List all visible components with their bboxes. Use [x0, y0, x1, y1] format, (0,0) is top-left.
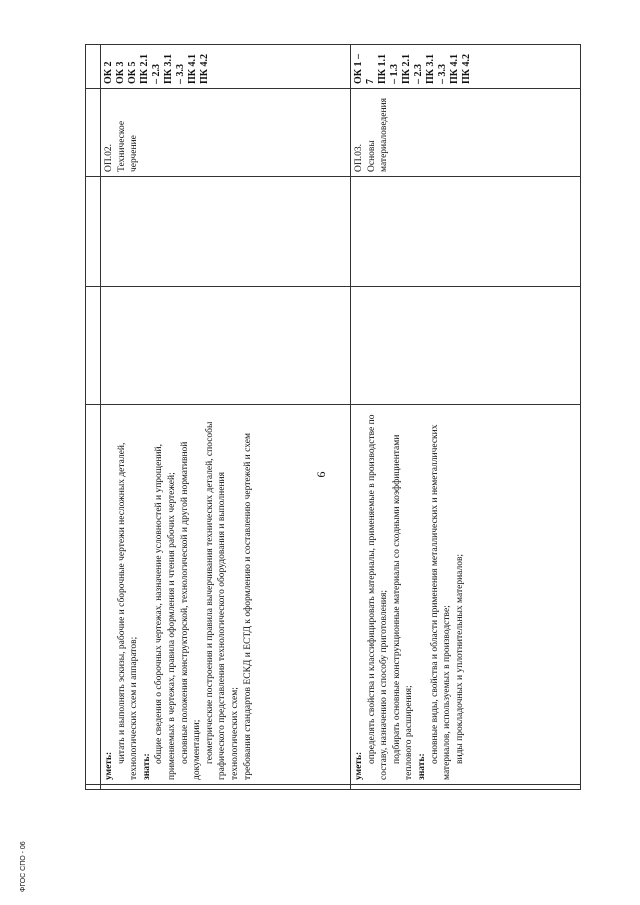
discipline-code: ОП.02.	[104, 144, 114, 172]
skill-item: определять свойства и классифицировать материалы, применяемые в производстве по составу, назначению и способу приготовления;	[366, 414, 390, 780]
competencies-cell	[351, 45, 581, 89]
competency: ПК 1.1 – 1.3	[377, 53, 400, 84]
skill-item: подбирать основные конструкционные материалы со сходными коэффициентами теплового расширения;	[391, 434, 415, 780]
knowledge-heading: знать:	[416, 753, 427, 780]
knowledge-heading: знать:	[141, 753, 152, 780]
competency: ПК 4.2	[461, 53, 472, 84]
table-row-top-edge	[86, 45, 101, 790]
table-row	[351, 45, 581, 790]
competency: ПК 2.1 – 2.3	[139, 53, 162, 84]
empty-cell	[351, 177, 581, 287]
competency: ОК 3	[115, 61, 126, 84]
empty-cell	[351, 287, 581, 405]
knowledge-item: требования стандартов ЕСКД и ЕСТД к оформлению и составлению чертежей и схем	[242, 433, 253, 780]
skills-heading: уметь:	[354, 751, 364, 780]
discipline-name: Основы материаловедения	[366, 97, 390, 172]
competency: ПК 4.2	[199, 53, 210, 84]
knowledge-item: виды прокладочных и уплотнительных материалов;	[454, 553, 465, 764]
skills-knowledge-cell	[351, 405, 581, 785]
discipline-cell	[101, 89, 351, 177]
competency: ОК 1 – 7	[353, 53, 376, 84]
page-number: 9	[314, 471, 329, 478]
discipline-code: ОП.03.	[354, 144, 364, 172]
knowledge-item: общие сведения о сборочных чертежах, назначение условностей и упрощений, применяемых в чертежах, правила оформления и чтения рабочих чертежей;	[154, 444, 177, 780]
table-row	[101, 45, 351, 790]
knowledge-item: основные положения конструкторской, технологической и другой нормативной документации;	[179, 441, 203, 780]
competencies-cell	[101, 45, 351, 89]
competency: ПК 4.1	[187, 53, 198, 84]
competency: ПК 3.1 – 3.3	[163, 53, 186, 84]
empty-cell	[101, 287, 351, 405]
competency: ПК 4.1	[449, 53, 460, 84]
skills-heading: уметь:	[104, 751, 114, 780]
skill-item: читать и выполнять эскизы, рабочие и сборочные чертежи несложных деталей, технологических схем и аппаратов;	[116, 442, 140, 780]
curriculum-table	[85, 45, 580, 790]
competency: ПК 2.1 – 2.3	[401, 53, 424, 84]
competency: ПК 3.1 – 3.3	[425, 53, 448, 84]
footer-doc-code: ФГОС СПО - 06	[20, 841, 27, 892]
discipline-cell	[351, 89, 581, 177]
competency: ОК 2	[103, 61, 114, 84]
knowledge-item: основные виды, свойства и области применения металлических и неметаллических материалов, используемых в производстве;	[429, 424, 453, 780]
competency: ОК 5	[127, 61, 138, 84]
knowledge-item: геометрические построения и правила вычерчивания технических деталей, способы графического представления технологического оборудования и выполнения технологических схем;	[204, 421, 240, 780]
skills-knowledge-cell	[101, 405, 351, 785]
empty-cell	[101, 177, 351, 287]
discipline-name: Техническое черчение	[116, 120, 140, 172]
